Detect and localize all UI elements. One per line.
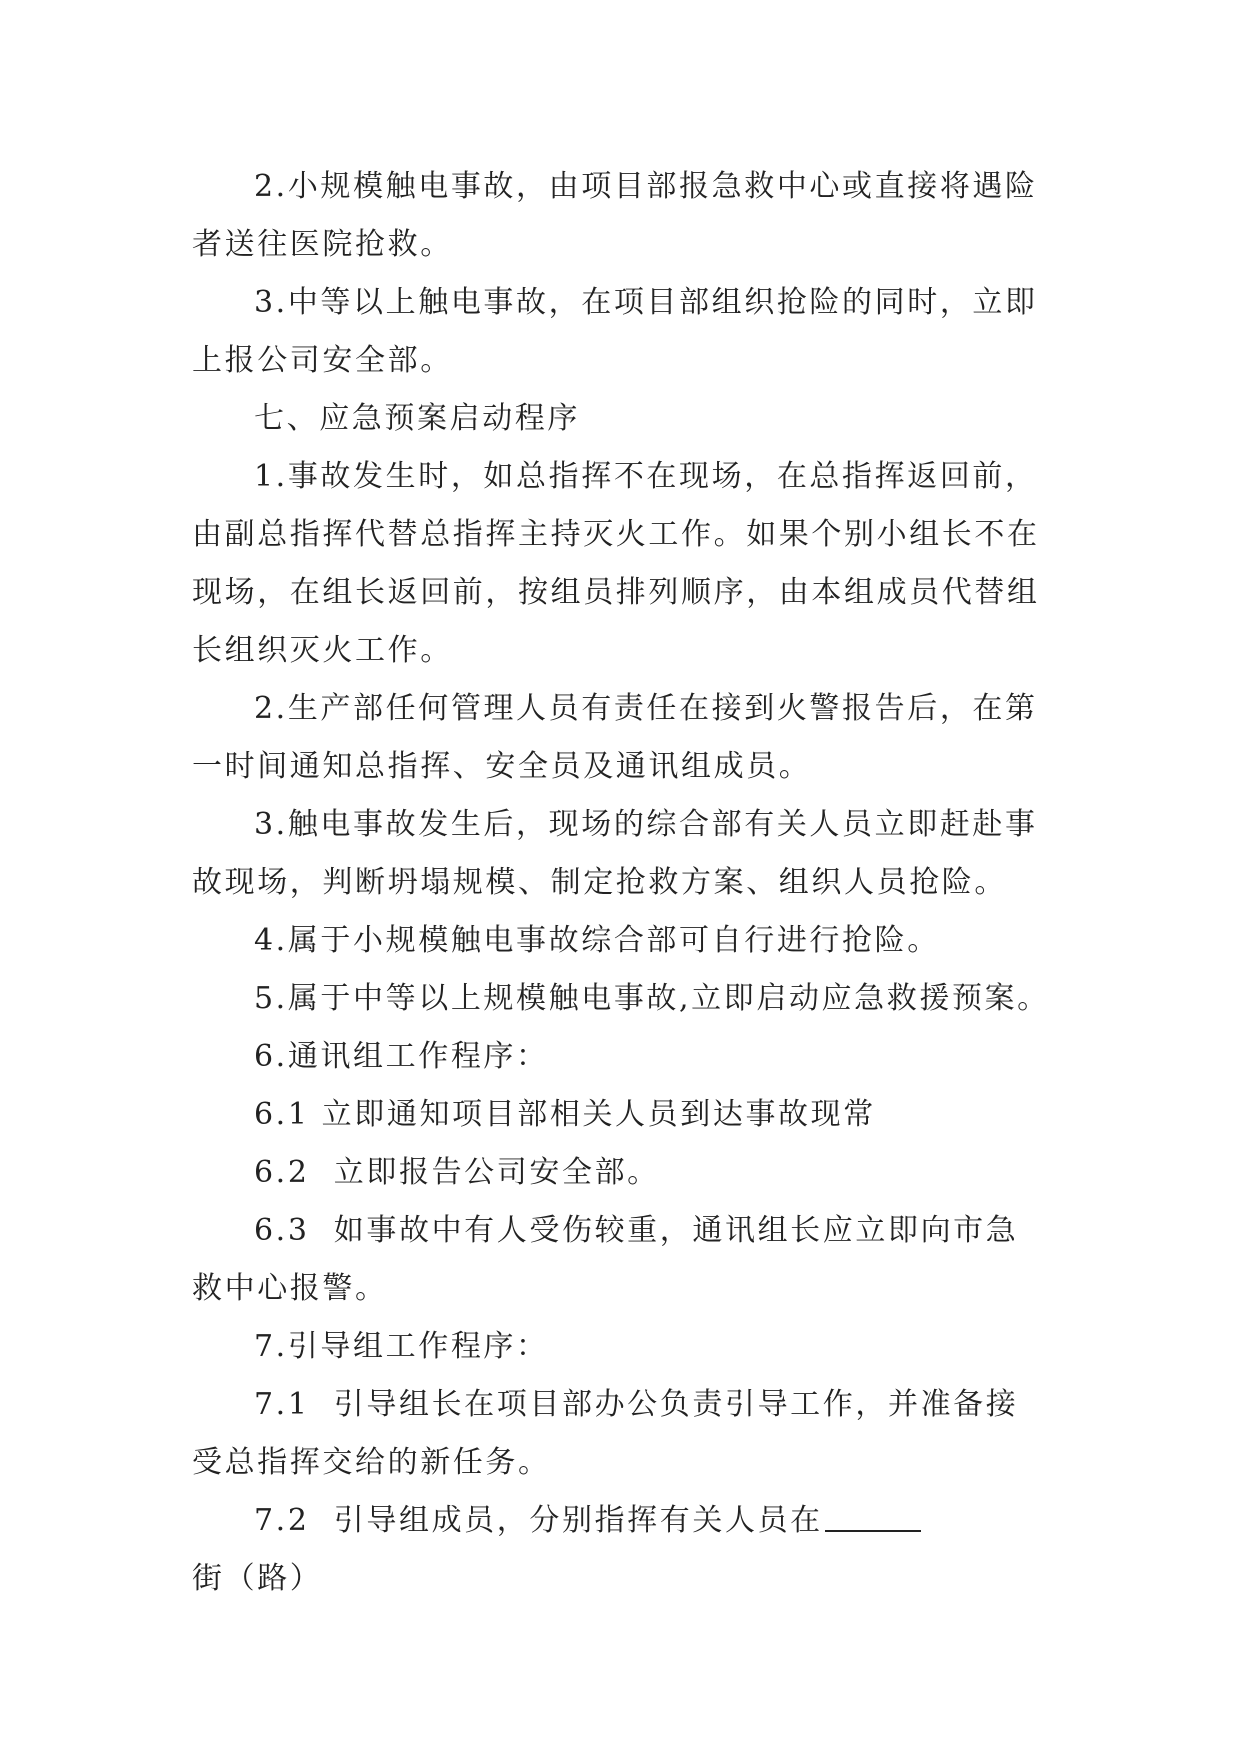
paragraph-6: 4.属于小规模触电事故综合部可自行进行抢险。 [254,923,940,958]
paragraph-10: 6.2 立即报告公司安全部。 [254,1155,660,1190]
paragraph-9: 6.1 立即通知项目部相关人员到达事故现常 [254,1097,876,1132]
paragraph-4: 2.生产部任何管理人员有责任在接到火警报告后，在第一时间通知总指挥、安全员及通讯组成员。 [192,691,1038,784]
paragraph-7: 5.属于中等以上规模触电事故,立即启动应急救援预案。 [254,981,1050,1016]
paragraph-2: 3.中等以上触电事故，在项目部组织抢险的同时，立即上报公司安全部。 [192,285,1038,378]
paragraph-3: 1.事故发生时，如总指挥不在现场，在总指挥返回前，由副总指挥代替总指挥主持灭火工作。如果个别小组长不在现场，在组长返回前，按组员排列顺序，由本组成员代替组长组织灭火工作。 [192,459,1040,668]
paragraph-14 [192,1492,1050,1608]
paragraph-13: 7.1 引导组长在项目部办公负责引导工作，并准备接受总指挥交给的新任务。 [192,1387,1019,1480]
document-body [192,158,1050,1608]
paragraph-1: 2.小规模触电事故，由项目部报急救中心或直接将遇险者送往医院抢救。 [192,169,1038,262]
paragraph-14-text-before: 7.2 引导组成员，分别指挥有关人员在 [254,1503,823,1538]
section-heading: 七、应急预案启动程序 [254,401,580,436]
paragraph-14-text-after: 街（路） [192,1561,323,1596]
paragraph-12: 7.引导组工作程序： [254,1329,549,1364]
blank-underline [825,1500,921,1532]
paragraph-8: 6.通讯组工作程序： [254,1039,549,1074]
paragraph-5: 3.触电事故发生后，现场的综合部有关人员立即赶赴事故现场，判断坍塌规模、制定抢救方案、组织人员抢险。 [192,807,1038,900]
paragraph-11: 6.3 如事故中有人受伤较重，通讯组长应立即向市急救中心报警。 [192,1213,1019,1306]
